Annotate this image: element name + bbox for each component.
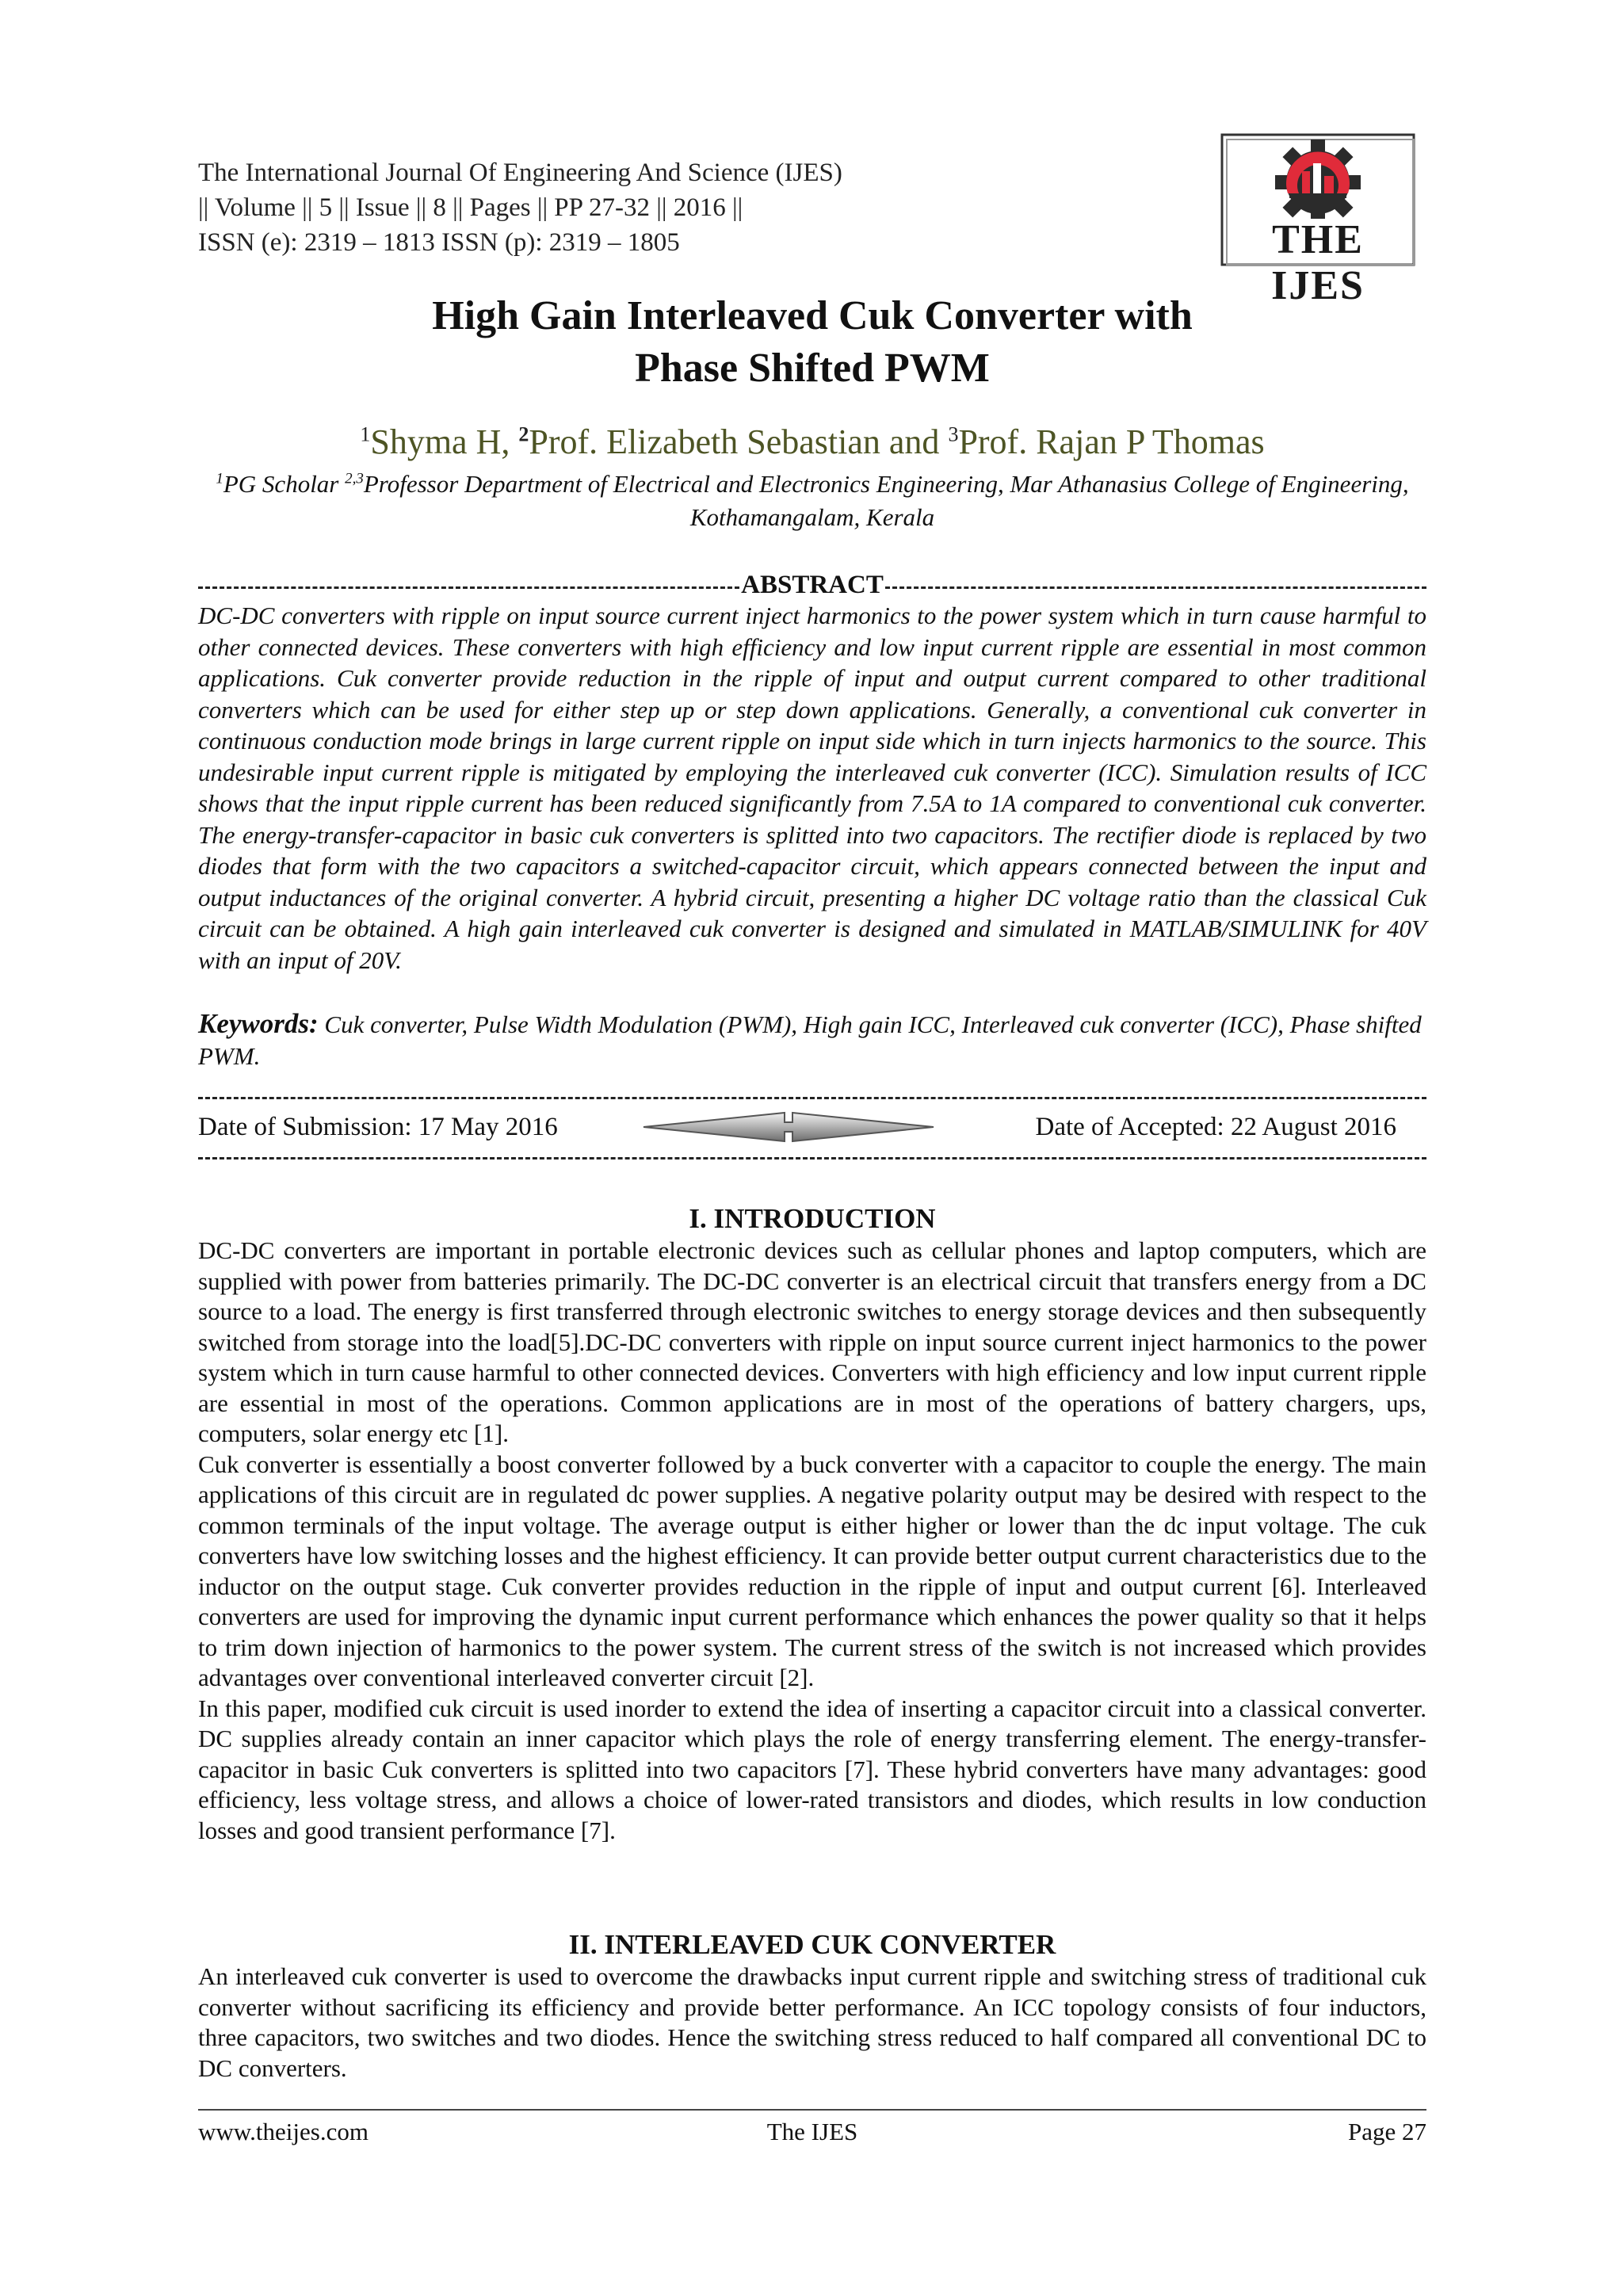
journal-issn: ISSN (e): 2319 – 1813 ISSN (p): 2319 – 1805 (198, 228, 680, 257)
abstract-divider (198, 567, 1426, 602)
author-1-name: Shyma H, (370, 422, 519, 461)
section-1-heading: I. INTRODUCTION (689, 1203, 936, 1234)
affiliation-sup-2: 2,3 (345, 470, 364, 487)
paragraph: DC-DC converters are important in portable electronic devices such as cellular phones and laptop computers, which are supplied with power from batteries primarily. The DC-DC converter is an electrical circuit that transfers energy from a DC source to a load. The energy is first transferred through electronic switches to energy storage devices and then subsequently switched from storage into the load[5].DC-DC converters with ripple on input source current inject harmonics to the power system which in turn cause harmful to other connected devices. Converters with high efficiency and low input current ripple are essential in most of the operations. Common applications are in most of the operations of battery chargers, ups, computers, solar energy etc [1]. (198, 1236, 1426, 1447)
author-3-sup: 3 (948, 422, 959, 446)
footer-page-number: Page 27 (1347, 2118, 1426, 2145)
page-footer (198, 2115, 1426, 2149)
dashed-rule-bottom (198, 1157, 1426, 1159)
keywords (198, 1008, 1426, 1072)
paragraph: An interleaved cuk converter is used to overcome the drawbacks input current ripple and switching stress of traditional cuk converter without sacrificing its efficiency and provide better performance. An ICC topology consists of four inductors, three capacitors, two switches and two diodes. Hence the switching stress reduced to half compared all conventional DC to DC converters. (198, 1962, 1426, 2082)
section-2-body (198, 1962, 1426, 2084)
accepted-date: Date of Accepted: 22 August 2016 (1035, 1113, 1396, 1141)
affiliation (198, 468, 1426, 534)
keywords-list: Cuk converter, Pulse Width Modulation (PWM), High gain ICC, Interleaved cuk converter (ICC), Phase shifted PWM. (198, 1010, 1422, 1070)
logo-text: THE IJES (1271, 217, 1365, 308)
dashed-rule-top (198, 1097, 1426, 1099)
author-list (198, 420, 1426, 464)
gear-icon (1275, 139, 1361, 225)
journal-name: The International Journal Of Engineering And Science (IJES) (198, 159, 842, 187)
author-2-sup: 2 (518, 422, 529, 446)
footer-website: www.theijes.com (198, 2118, 369, 2145)
paragraph: Cuk converter is essentially a boost converter followed by a buck converter with a capacitor to couple the energy. The main applications of this circuit are in regulated dc power supplies. A negative polarity output may be desired with respect to the common terminals of the input voltage. The average output is either higher or lower than the dc input voltage. The cuk converters have low switching losses and the highest efficiency. It can provide better output current characteristics due to the inductor on the output stage. Cuk converter provides reduction in the ripple of input and output current [6]. Interleaved converters are used for improving the dynamic input current performance which enhances the power quality so that it helps to trim down injection of harmonics to the power system. The current stress of the switch is not increased which provides advantages over conventional interleaved converter circuit [2]. (198, 1450, 1426, 1691)
divider-dashes-left (198, 586, 739, 589)
keywords-label: Keywords: (198, 1008, 319, 1039)
affiliation-sup-1: 1 (216, 470, 223, 487)
journal-header (198, 155, 1149, 260)
paper-title (198, 290, 1426, 395)
dates-row (198, 1108, 1426, 1146)
author-1-sup: 1 (360, 422, 371, 446)
affiliation-part-2: Professor Department of Electrical and Electronics Engineering, Mar Athanasius College of Engineering, Kothamangalam, Kerala (363, 470, 1409, 531)
title-line-2: Phase Shifted PWM (635, 346, 990, 391)
title-line-1: High Gain Interleaved Cuk Converter with (432, 293, 1193, 338)
author-2-name: Prof. Elizabeth Sebastian and (529, 422, 949, 461)
paragraph: In this paper, modified cuk circuit is used inorder to extend the idea of inserting a capacitor circuit into a classical converter. DC supplies already contain an inner capacitor which plays the role of energy transferring element. The energy-transfer-capacitor in basic Cuk converters is splitted into two capacitors [7]. These hybrid converters have many advantages: good efficiency, less voltage stress, and allows a choice of lower-rated transistors and diodes, which results in low conduction losses and good transient performance [7]. (198, 1694, 1426, 1844)
double-arrow-icon (642, 1110, 935, 1144)
affiliation-part-1: PG Scholar (223, 470, 346, 498)
submission-date: Date of Submission: 17 May 2016 (198, 1113, 558, 1141)
journal-volume: || Volume || 5 || Issue || 8 || Pages || PP 27-32 || 2016 || (198, 193, 743, 222)
footer-rule (198, 2109, 1426, 2111)
footer-journal: The IJES (766, 2118, 858, 2145)
author-3-name: Prof. Rajan P Thomas (958, 422, 1265, 461)
section-2-heading: II. INTERLEAVED CUK CONVERTER (568, 1929, 1056, 1960)
abstract-label: ABSTRACT (741, 570, 884, 599)
section-1-body (198, 1236, 1426, 1846)
divider-dashes-right (885, 586, 1426, 589)
abstract-text: DC-DC converters with ripple on input source current inject harmonics to the power system which in turn cause harmful to other connected devices. These converters with high efficiency and low input current ripple are essential in most common applications. Cuk converter provide reduction in the ripple of input and output current compared to other traditional converters which can be used for either step up or step down applications. Generally, a conventional cuk converter in continuous conduction mode brings in large current ripple on input side which in turn injects harmonics to the source. This undesirable input current ripple is mitigated by employing the interleaved cuk converter (ICC). Simulation results of ICC shows that the input ripple current has been reduced significantly from 7.5A to 1A compared to conventional cuk converter. The energy-transfer-capacitor in basic cuk converters is splitted into two capacitors. The rectifier diode is replaced by two diodes that form with the two capacitors a switched-capacitor circuit, which appears connected between the input and output inductances of the original converter. A hybrid circuit, presenting a higher DC voltage ratio than the classical Cuk circuit can be obtained. A high gain interleaved cuk converter is designed and simulated in MATLAB/SIMULINK for 40V with an input of 20V. (198, 602, 1426, 974)
